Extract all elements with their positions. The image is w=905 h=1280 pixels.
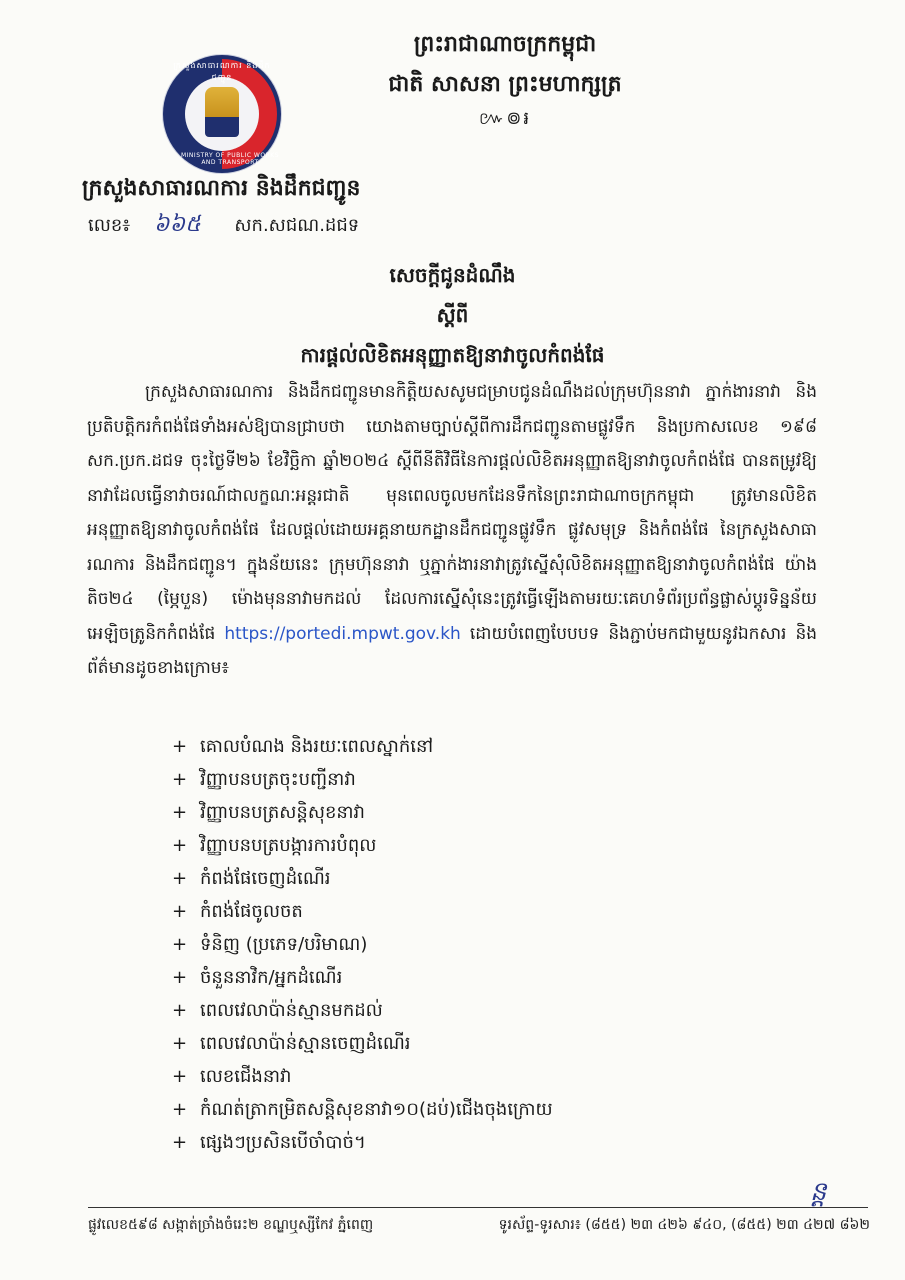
- plus-icon: +: [172, 769, 188, 790]
- plus-icon: +: [172, 1099, 188, 1120]
- list-item: + វិញ្ញាបនបត្រសន្តិសុខនាវា: [172, 796, 772, 829]
- list-item: + លេខជើងនាវា: [172, 1060, 772, 1093]
- reference-code: សក.សជណ.ដជទ: [234, 215, 360, 236]
- port-edi-link[interactable]: https://portedi.mpwt.gov.kh: [224, 623, 461, 644]
- kingdom-title: ព្រះរាជាណាចក្រកម្ពុជា: [413, 32, 597, 57]
- list-item: + គោលបំណង និងរយៈពេលស្នាក់នៅ: [172, 730, 772, 763]
- body-paragraph: [87, 375, 817, 686]
- title-line-2: ស្តីពី: [436, 303, 469, 327]
- list-item: + កំពង់ផែចូលចត: [172, 895, 772, 928]
- footer-divider: [88, 1207, 868, 1208]
- plus-icon: +: [172, 835, 188, 856]
- list-item: + វិញ្ញាបនបត្របង្ការការបំពុល: [172, 829, 772, 862]
- plus-icon: +: [172, 868, 188, 889]
- plus-icon: +: [172, 1066, 188, 1087]
- footer-address: ផ្លូវលេខ៥៩៨ សង្កាត់ច្រាំងចំរេះ២ ខណ្ឌឬស្សីកែវ ភ្នំពេញ: [88, 1217, 374, 1233]
- plus-icon: +: [172, 967, 188, 988]
- list-item: + ផ្សេងៗប្រសិនបើចាំបាច់។: [172, 1126, 772, 1159]
- paragraph-text-after-link: ដោយបំពេញបែបបទ និងភ្ជាប់មកជាមួយនូវឯកសារ និងព័ត៌មានដូចខាងក្រោម៖: [87, 623, 818, 678]
- list-item: + ទំនិញ (ប្រភេទ/បរិមាណ): [172, 928, 772, 961]
- logo-text-khmer: ក្រសួងសាធារណការ និងដឹកជញ្ជូន: [173, 61, 271, 82]
- plus-icon: +: [172, 901, 188, 922]
- title-line-1: សេចក្តីជូនដំណឹង: [389, 263, 516, 287]
- required-documents-list: [172, 730, 772, 1159]
- list-item: + ចំនួននាវិក/អ្នកដំណើរ: [172, 961, 772, 994]
- list-item: + កំពង់ផែចេញដំណើរ: [172, 862, 772, 895]
- logo-text-english: MINISTRY OF PUBLIC WORKS AND TRANSPORT: [180, 152, 280, 166]
- list-item: + ពេលវេលាប៉ាន់ស្មានមកដល់: [172, 994, 772, 1027]
- ornament-symbol: ៚៙៛: [478, 108, 532, 129]
- list-item: + កំណត់ត្រាកម្រិតសន្តិសុខនាវា១០(ដប់)ជើងចុងក្រោយ: [172, 1093, 772, 1126]
- reference-line: [88, 210, 359, 242]
- list-item: + វិញ្ញាបនបត្រចុះបញ្ជីនាវា: [172, 763, 772, 796]
- logo-emblem-figure: [205, 87, 239, 137]
- kingdom-motto: [380, 30, 630, 133]
- handwritten-initials: ន្ត: [810, 1177, 827, 1207]
- notice-title: [0, 262, 905, 372]
- ministry-name: ក្រសួងសាធារណការ និងដឹកជញ្ជូន: [82, 176, 361, 201]
- title-line-3: ការផ្តល់លិខិតអនុញ្ញាតឱ្យនាវាចូលកំពង់ផែ: [300, 343, 605, 367]
- plus-icon: +: [172, 934, 188, 955]
- plus-icon: +: [172, 802, 188, 823]
- plus-icon: +: [172, 1033, 188, 1054]
- plus-icon: +: [172, 736, 188, 757]
- list-item: + ពេលវេលាប៉ាន់ស្មានចេញដំណើរ: [172, 1027, 772, 1060]
- plus-icon: +: [172, 1000, 188, 1021]
- nation-religion-king: ជាតិ សាសនា ព្រះមហាក្សត្រ: [388, 72, 622, 97]
- paragraph-text-before-link: ក្រសួងសាធារណការ និងដឹកជញ្ជូនមានកិត្តិយសសូមជម្រាបជូនដំណឹងដល់ក្រុមហ៊ុននាវា ភ្នាក់ងារនាវា និងប្រតិបត្តិករកំពង់ផែទាំងអស់ឱ្យបានជ្រាបថា យោងតាមច្បាប់ស្តីពីការដឹកជញ្ជូនតាមផ្លូវទឹក និងប្រកាសលេខ ១៩៨ សក.ប្រក.ដជទ ចុះថ្ងៃទី២៦ ខែវិច្ឆិកា ឆ្នាំ២០២៤ ស្តីពីនីតិវិធីនៃការផ្តល់លិខិតអនុញ្ញាតឱ្យនាវាចូលកំពង់ផែ បានតម្រូវឱ្យនាវាដែលធ្វើនាវាចរណ៍ជាលក្ខណៈអន្តរជាតិ មុនពេលចូលមកដែនទឹកនៃព្រះរាជាណាចក្រកម្ពុជា ត្រូវមានលិខិតអនុញ្ញាតឱ្យនាវាចូលកំពង់ផែ ដែលផ្តល់ដោយអគ្គនាយកដ្ឋានដឹកជញ្ជូនផ្លូវទឹក ផ្លូវសមុទ្រ និងកំពង់ផែ នៃក្រសួងសាធារណការ និងដឹកជញ្ជូន។ ក្នុងន័យនេះ ក្រុមហ៊ុននាវា ឬភ្នាក់ងារនាវាត្រូវស្នើសុំលិខិតអនុញ្ញាតឱ្យនាវាចូលកំពង់ផែ យ៉ាងតិច២៤ (ម្ភៃបួន) ម៉ោងមុននាវាមកដល់ ដែលការស្នើសុំនេះត្រូវធ្វើឡើងតាមរយៈគេហទំព័រប្រព័ន្ធផ្លាស់ប្តូរទិន្នន័យអេឡិចត្រូនិកកំពង់ផែ: [87, 382, 817, 644]
- reference-number: ៦៦៥: [153, 212, 201, 237]
- footer-phone: ទូរស័ព្ទ-ទូរសារ៖ (៨៥៥) ២៣ ៤២៦ ៩៤០, (៨៥៥) ២៣ ៤២៧ ៨៦២: [498, 1217, 870, 1233]
- reference-label: លេខ៖: [88, 215, 131, 236]
- plus-icon: +: [172, 1132, 188, 1153]
